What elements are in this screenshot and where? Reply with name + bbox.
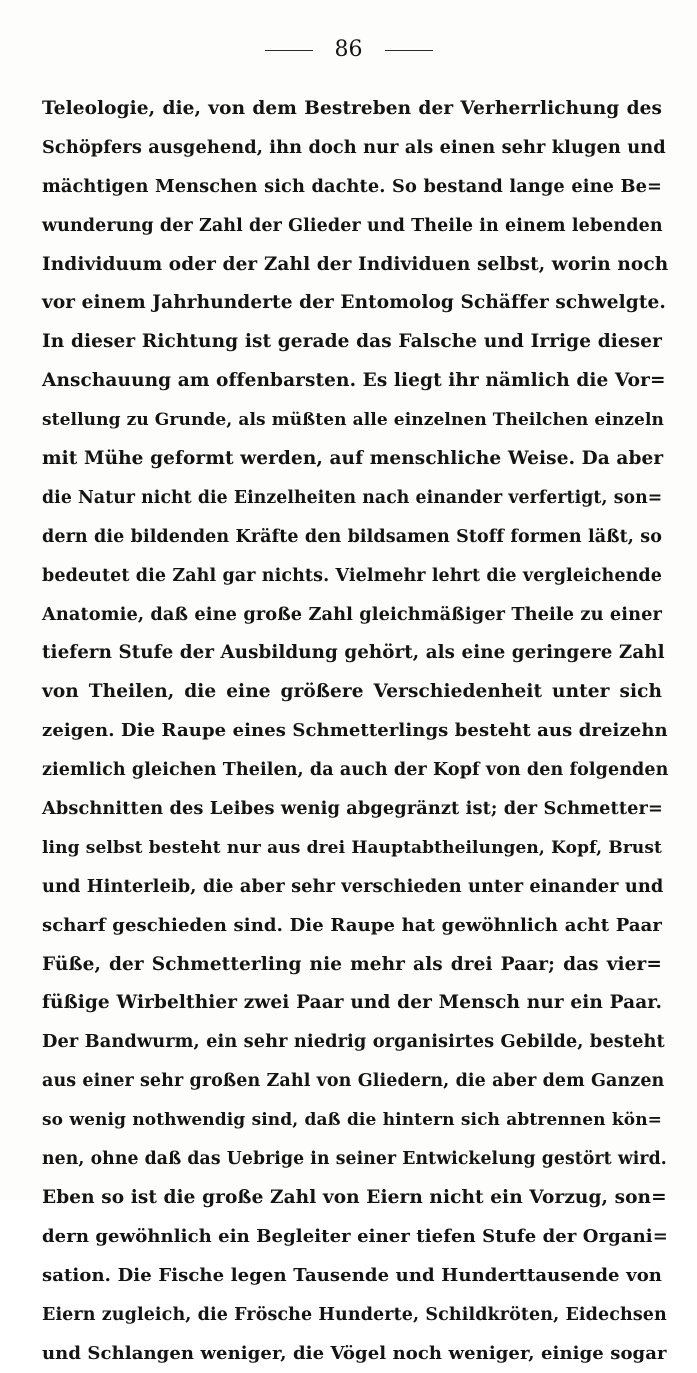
text-line: aus einer sehr großen Zahl von Gliedern, die aber dem Ganzen — [42, 1062, 662, 1101]
text-line: Der Bandwurm, ein sehr niedrig organisirtes Gebilde, besteht — [42, 1023, 662, 1062]
text-line: die Natur nicht die Einzelheiten nach einander verfertigt, son= — [42, 479, 662, 518]
text-line: vor einem Jahrhunderte der Entomolog Schäffer schwelgte. — [42, 284, 662, 323]
text-line: bedeutet die Zahl gar nichts. Vielmehr lehrt die vergleichende — [42, 557, 662, 596]
text-line: wunderung der Zahl der Glieder und Theile in einem lebenden — [42, 207, 662, 246]
text-line: ziemlich gleichen Theilen, da auch der Kopf von den folgenden — [42, 751, 662, 790]
text-line: dern die bildenden Kräfte den bildsamen Stoff formen läßt, so — [42, 518, 662, 557]
text-line: In dieser Richtung ist gerade das Falsche und Irrige dieser — [42, 323, 662, 362]
text-line: mit Mühe geformt werden, auf menschliche Weise. Da aber — [42, 440, 662, 479]
text-line: Anschauung am offenbarsten. Es liegt ihr nämlich die Vor= — [42, 362, 662, 401]
text-line: Anatomie, daß eine große Zahl gleichmäßiger Theile zu einer — [42, 596, 662, 635]
text-line: füßige Wirbelthier zwei Paar und der Mensch nur ein Paar. — [42, 984, 662, 1023]
page-number: 86 — [335, 37, 363, 62]
text-line: sation. Die Fische legen Tausende und Hunderttausende von — [42, 1257, 662, 1296]
text-line: Füße, der Schmetterling nie mehr als drei Paar; das vier= — [42, 946, 662, 985]
text-line: Eiern zugleich, die Frösche Hunderte, Schildkröten, Eidechsen — [42, 1296, 662, 1335]
text-line: zeigen. Die Raupe eines Schmetterlings besteht aus dreizehn — [42, 712, 662, 751]
header-rule-left — [265, 50, 313, 51]
text-line: und Schlangen weniger, die Vögel noch weniger, einige sogar — [42, 1335, 662, 1373]
text-line: Eben so ist die große Zahl von Eiern nicht ein Vorzug, son= — [42, 1179, 662, 1218]
text-line: Teleologie, die, von dem Bestreben der Verherrlichung des — [42, 90, 662, 129]
text-line: dern gewöhnlich ein Begleiter einer tiefen Stufe der Organi= — [42, 1218, 662, 1257]
text-line: scharf geschieden sind. Die Raupe hat gewöhnlich acht Paar — [42, 907, 662, 946]
text-line: und Hinterleib, die aber sehr verschieden unter einander und — [42, 868, 662, 907]
text-line: mächtigen Menschen sich dachte. So bestand lange eine Be= — [42, 168, 662, 207]
text-line: stellung zu Grunde, als müßten alle einzelnen Theilchen einzeln — [42, 401, 662, 440]
text-line: so wenig nothwendig sind, daß die hintern sich abtrennen kön= — [42, 1101, 662, 1140]
text-line: Schöpfers ausgehend, ihn doch nur als einen sehr klugen und — [42, 129, 662, 168]
page-header — [0, 32, 697, 68]
text-line: Abschnitten des Leibes wenig abgegränzt ist; der Schmetter= — [42, 790, 662, 829]
text-line: tiefern Stufe der Ausbildung gehört, als eine geringere Zahl — [42, 634, 662, 673]
text-line: Individuum oder der Zahl der Individuen selbst, worin noch — [42, 246, 662, 285]
header-rule-right — [385, 50, 433, 51]
body-text — [42, 90, 662, 1373]
text-line: nen, ohne daß das Uebrige in seiner Entwickelung gestört wird. — [42, 1140, 662, 1179]
text-line: von Theilen, die eine größere Verschiedenheit unter sich — [42, 673, 662, 712]
text-line: ling selbst besteht nur aus drei Hauptabtheilungen, Kopf, Brust — [42, 829, 662, 868]
